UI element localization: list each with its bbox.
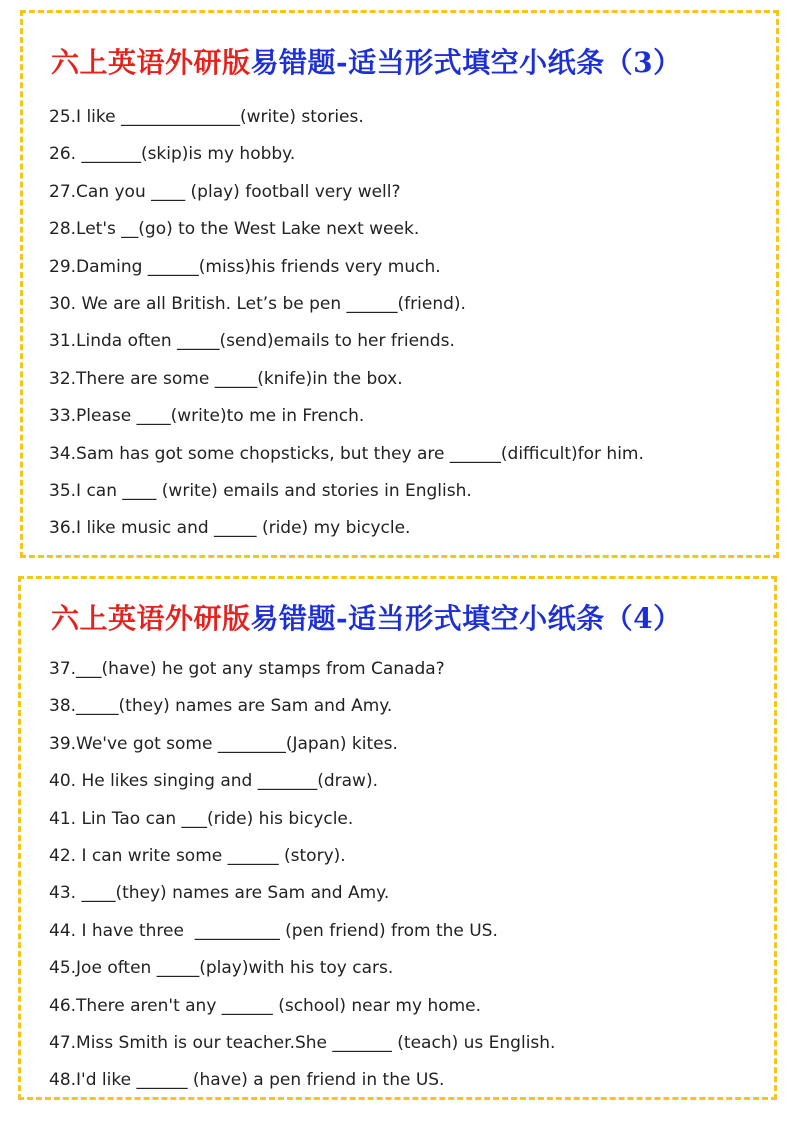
- question-item: 36.I like music and _____ (ride) my bicycle.: [49, 518, 411, 539]
- question-item: 48.I'd like ______ (have) a pen friend in the US.: [49, 1070, 445, 1091]
- card-title: [51, 597, 682, 637]
- question-item: 46.There aren't any ______ (school) near my home.: [49, 995, 482, 1016]
- worksheet-card-3: [20, 10, 779, 558]
- card-title-red: 六上英语外研版: [51, 46, 251, 79]
- card-title: [51, 41, 682, 81]
- question-item: 45.Joe often _____(play)with his toy cars.: [49, 958, 394, 979]
- question-item: 44. I have three __________ (pen friend) from the US.: [49, 920, 498, 941]
- question-item: 29.Daming ______(miss)his friends very much.: [49, 256, 441, 277]
- question-item: 38._____(they) names are Sam and Amy.: [49, 696, 393, 717]
- question-item: 39.We've got some ________(Japan) kites.: [49, 733, 398, 754]
- question-item: 31.Linda often _____(send)emails to her friends.: [49, 331, 455, 352]
- question-item: 25.I like ______________(write) stories.: [49, 107, 364, 127]
- worksheet-card-4: [18, 576, 777, 1100]
- question-list: [49, 106, 769, 555]
- question-item: 37.___(have) he got any stamps from Canada?: [49, 659, 445, 679]
- question-item: 33.Please ____(write)to me in French.: [49, 406, 365, 427]
- card-title-red: 六上英语外研版: [51, 602, 251, 635]
- question-item: 32.There are some _____(knife)in the box.: [49, 368, 403, 389]
- question-item: 28.Let's __(go) to the West Lake next week.: [49, 219, 420, 240]
- question-item: 34.Sam has got some chopsticks, but they are ______(difficult)for him.: [49, 443, 644, 464]
- question-item: 41. Lin Tao can ___(ride) his bicycle.: [49, 808, 354, 829]
- question-list: [49, 658, 769, 1107]
- question-item: 30. We are all British. Let’s be pen ______(friend).: [49, 293, 466, 314]
- question-item: 26. _______(skip)is my hobby.: [49, 144, 296, 165]
- question-item: 47.Miss Smith is our teacher.She _______ (teach) us English.: [49, 1032, 556, 1053]
- question-item: 42. I can write some ______ (story).: [49, 845, 346, 866]
- question-item: 27.Can you ____ (play) football very well?: [49, 181, 401, 202]
- card-title-blue: 易错题-适当形式填空小纸条（3）: [250, 46, 682, 79]
- question-item: 43. ____(they) names are Sam and Amy.: [49, 883, 390, 904]
- question-item: 40. He likes singing and _______(draw).: [49, 771, 378, 792]
- card-title-blue: 易错题-适当形式填空小纸条（4）: [250, 602, 682, 635]
- question-item: 35.I can ____ (write) emails and stories in English.: [49, 480, 472, 501]
